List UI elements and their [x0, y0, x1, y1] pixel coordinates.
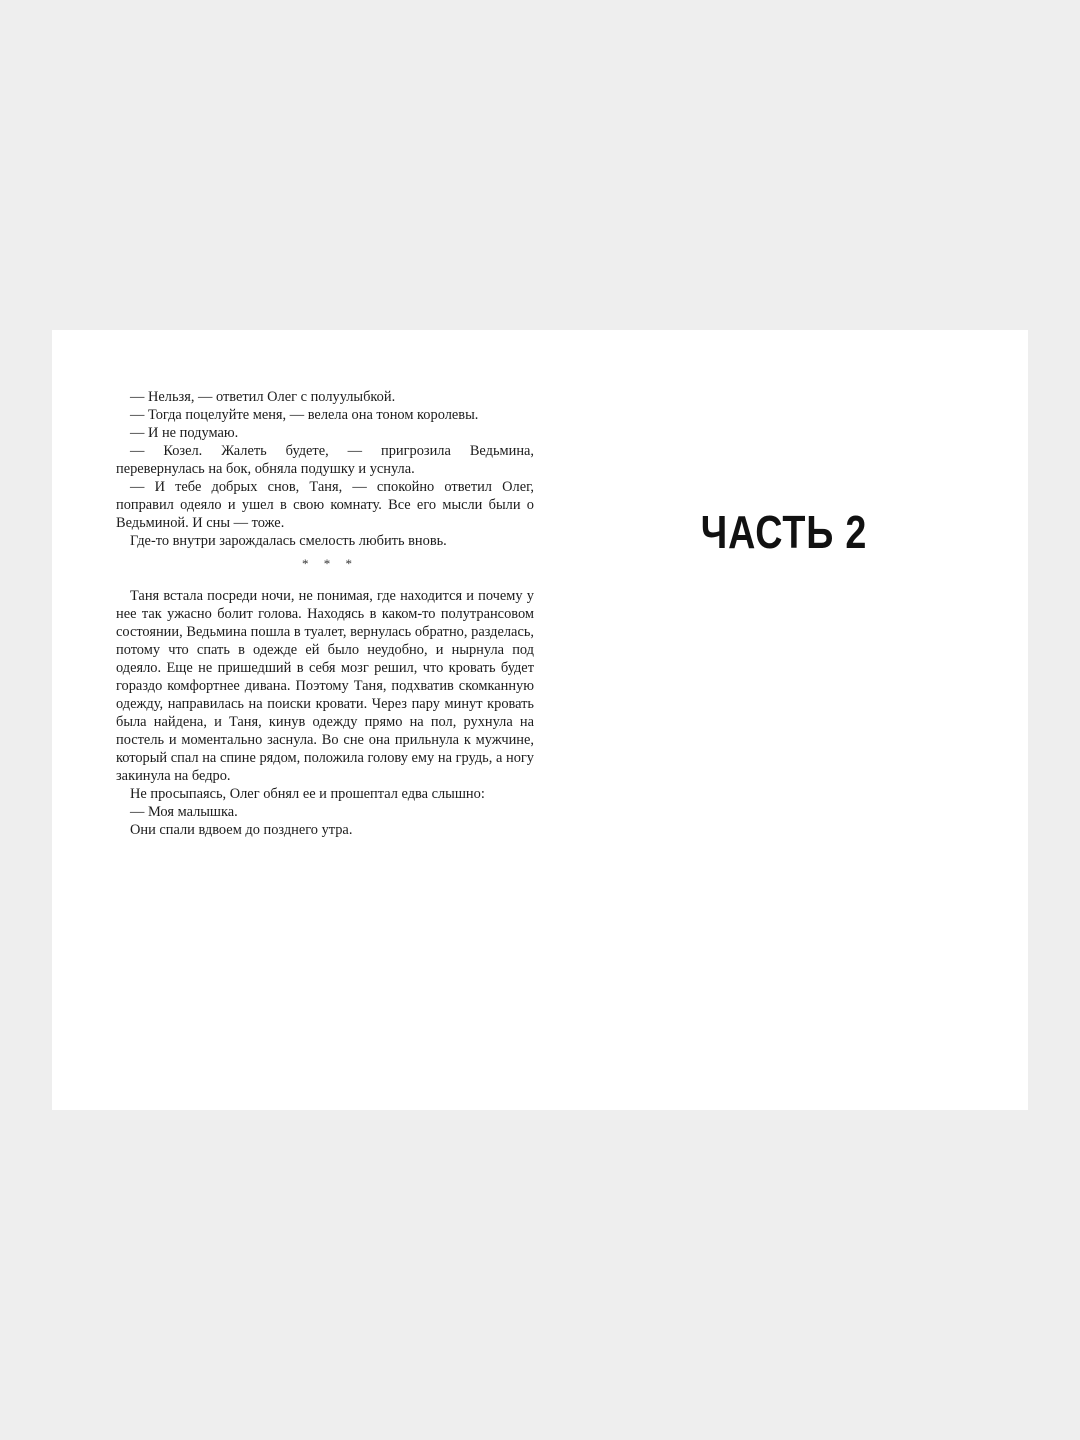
paragraph: Таня встала посреди ночи, не понимая, где находится и почему у нее так ужасно болит голова. Находясь в каком-то полутрансовом состоянии, Ведьмина пошла в туалет, вернулась обратно, разделась, потому что спать в одежде ей было неудобно, и нырнула под одеяло. Еще не пришедший в себя мозг решил, что кровать будет гораздо комфортнее дивана. Поэтому Таня, подхватив скомканную одежду, направилась на поиски кровати. Через пару минут кровать была найдена, и Таня, кинув одежду прямо на пол, рухнула на постель и моментально заснула. Во сне она прильнула к мужчине, который спал на спине рядом, положила голову ему на грудь, а ногу закинула на бедро.: [116, 588, 534, 784]
paragraph: Они спали вдвоем до позднего утра.: [130, 822, 353, 838]
paragraph: — Тогда поцелуйте меня, — велела она тоном королевы.: [130, 407, 479, 423]
paragraph: Где-то внутри зарождалась смелость любить вновь.: [130, 533, 447, 549]
paragraph: Не просыпаясь, Олег обнял ее и прошептал едва слышно:: [130, 786, 485, 802]
paragraph: — Нельзя, — ответил Олег с полуулыбкой.: [130, 389, 396, 405]
right-page: [540, 330, 1028, 1110]
book-spread: [52, 330, 1028, 1110]
paragraph: — И тебе добрых снов, Таня, — спокойно ответил Олег, поправил одеяло и ушел в свою комнату. Все его мысли были о Ведьминой. И сны — тоже.: [116, 479, 534, 531]
paragraph: — Моя малышка.: [130, 804, 238, 820]
part-title: ЧАСТЬ 2: [700, 506, 868, 558]
left-page: [116, 388, 534, 839]
paragraph: — И не подумаю.: [130, 425, 239, 441]
section-separator: * * *: [302, 556, 358, 571]
paragraph: — Козел. Жалеть будете, — пригрозила Ведьмина, перевернулась на бок, обняла подушку и уснула.: [116, 443, 534, 477]
